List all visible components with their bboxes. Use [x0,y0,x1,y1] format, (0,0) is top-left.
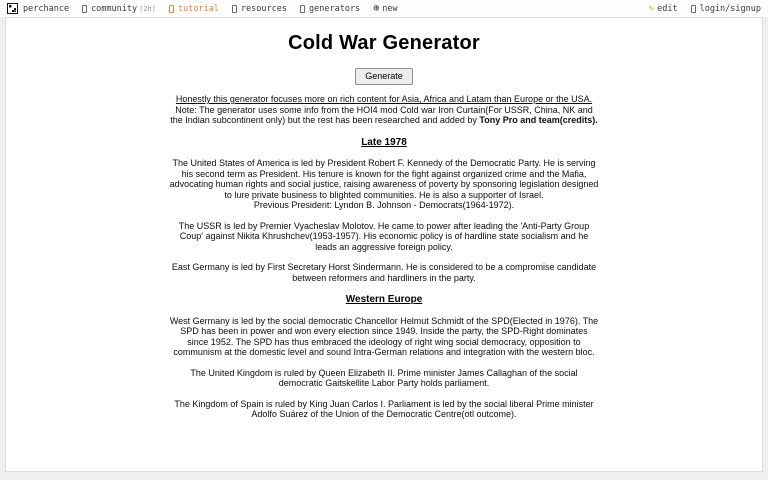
intro-link[interactable]: Honestly this generator focuses more on rich content for Asia, Africa and Latam than Europe or the USA. [175,94,593,104]
paragraph-united-kingdom [169,368,599,389]
paragraph-usa [169,158,599,211]
nav-item-new[interactable] [373,4,397,14]
community-badge: (2h) [139,4,156,13]
generator-text-column [169,94,599,420]
login-signup-label: login/signup [699,3,761,14]
paragraph-usa-previous-president: Previous President: Lyndon B. Johnson - Democrats(1964-1972). [253,200,515,210]
generate-button[interactable]: Generate [355,68,413,85]
generator-content-frame [5,17,763,472]
generate-button-row [6,66,762,85]
brand-label: perchance [23,3,70,14]
perchance-logo-icon [7,3,18,14]
page-title: Cold War Generator [288,32,480,54]
paragraph-spain-text: The Kingdom of Spain is ruled by King Juan Carlos I. Parliament is led by the social liberal Prime minister Adolfo Suárez of the Union of the Democratic Centre(otl outcome). [174,398,594,419]
paragraph-ussr [169,221,599,253]
community-icon [82,5,87,13]
tutorial-label: tutorial [177,3,219,14]
resources-label: resources [240,3,287,14]
nav-item-generators[interactable] [300,4,360,14]
intro-note-text: Note: The generator uses some info from the HOI4 mod Cold war Iron Curtain(For USSR, China, NK and the Indian subcontinent only) but the rest has been researched and added by [170,104,593,125]
key-icon [691,5,696,13]
nav-item-community[interactable] [82,4,156,14]
resources-icon [232,5,237,13]
paragraph-west-germany [169,316,599,358]
tutorial-icon [169,5,174,13]
paragraph-east-germany-text: East Germany is led by First Secretary Horst Sindermann. He is considered to be a compromise candidate between reformers and hardliners in the party. [171,262,597,283]
nav-item-resources[interactable] [232,4,287,14]
paragraph-east-germany [169,262,599,283]
community-label: community [91,3,138,14]
nav-item-tutorial[interactable] [169,4,219,14]
new-label: new [382,3,398,14]
section-heading-late-1978: Late 1978 [361,136,407,148]
top-navbar [0,0,768,17]
generators-label: generators [309,3,361,14]
paragraph-usa-text: The United States of America is led by President Robert F. Kennedy of the Democratic Party. He is serving his second term as President. His tenure is known for the fight against organized crime and the Mafia, advocating human rights and social justice, raising awareness of poverty by sponsoring legislation designed to lure private business to blighted communities. He is also a supporter of Israel. [169,158,599,200]
section-heading-western-europe: Western Europe [345,294,423,305]
pencil-icon: ✎ [648,3,655,14]
intro-note-credits: Tony Pro and team(credits). [479,115,598,125]
brand-home-link[interactable] [7,3,69,14]
nav-item-login-signup[interactable] [691,4,761,14]
paragraph-united-kingdom-text: The United Kingdom is ruled by Queen Elizabeth II. Prime minister James Callaghan of the social democratic Gaitskellite Labor Party holds parliament. [190,367,578,388]
intro-note [169,105,599,126]
edit-label: edit [657,3,678,14]
paragraph-spain [169,399,599,420]
paragraph-west-germany-text: West Germany is led by the social democratic Chancellor Helmut Schmidt of the SPD(Elected in 1976). The SPD has been in power and won every election since 1949. Inside the party, the SPD-Right dominates since 1952. The SPD has thus embraced the ideology of right wing social democracy, opposition to communism at the domestic level and sound Intra-German relations and integration with the western bloc. [169,315,599,357]
nav-item-edit[interactable] [649,4,678,14]
plus-circle-icon: ⊕ [373,2,380,14]
intro-block [169,94,599,126]
generators-icon [300,5,305,13]
paragraph-ussr-text: The USSR is led by Premier Vyacheslav Molotov. He came to power after leading the 'Anti-Party Group Coup' against Nikita Khrushchev(1953-1957). His economic policy is of hardline state socialism and he leads an aggressive foreign policy. [178,220,590,252]
